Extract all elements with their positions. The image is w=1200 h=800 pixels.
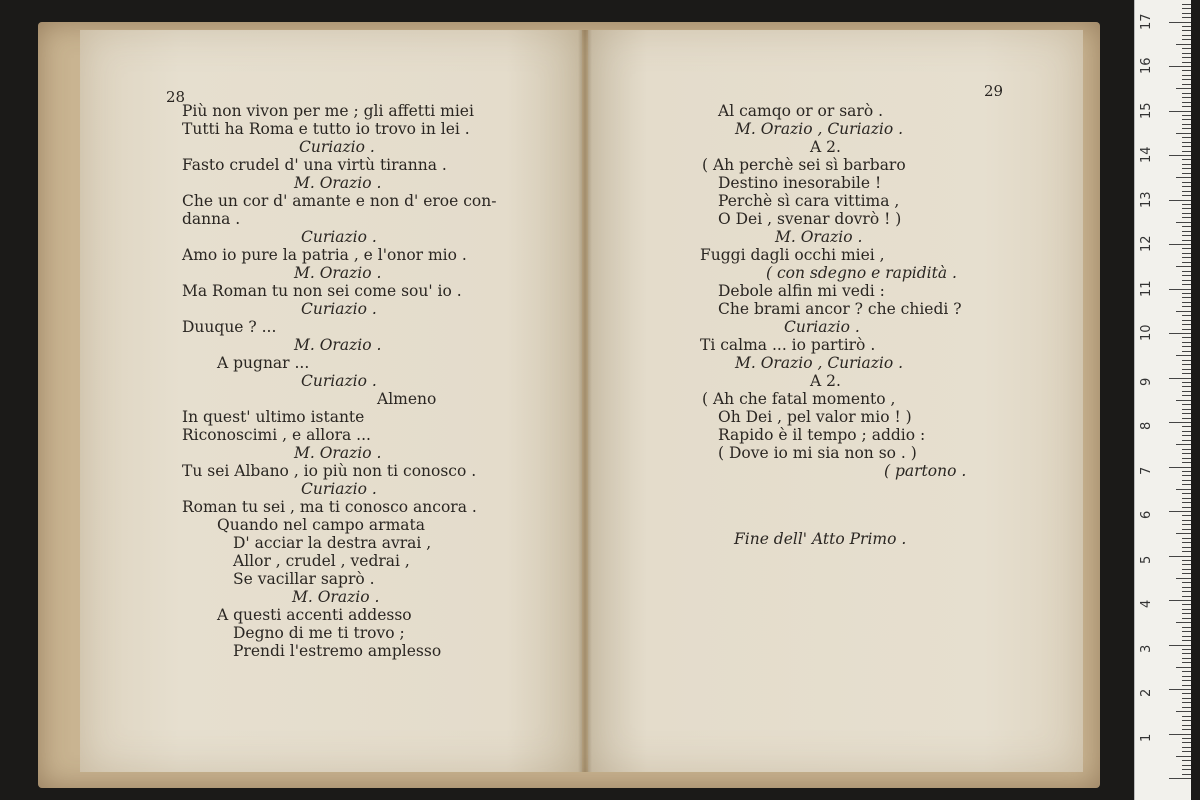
ruler-tick (1182, 315, 1191, 316)
ruler-tick (1182, 106, 1191, 107)
book-gutter (578, 30, 592, 772)
ruler-number: 13 (1139, 190, 1154, 208)
ruler-tick (1182, 720, 1191, 721)
ruler-tick (1169, 22, 1191, 23)
ruler-tick (1182, 53, 1191, 54)
ruler-tick (1182, 342, 1191, 343)
ruler-tick (1182, 484, 1191, 485)
right_page-text-line: Ti calma ... io partirò . (700, 336, 876, 354)
right_page-text-line: O Dei , svenar dovrò ! ) (718, 210, 902, 228)
left_page-text-line: Ma Roman tu non sei come sou' io . (182, 282, 462, 300)
ruler-tick (1182, 186, 1191, 187)
right_page-text-line: Debole alfin mi vedi : (718, 282, 885, 300)
right_page-text-line: A 2. (810, 372, 841, 390)
ruler-tick (1182, 248, 1191, 249)
ruler-tick (1182, 560, 1191, 561)
ruler-tick (1182, 409, 1191, 410)
ruler-tick (1182, 702, 1191, 703)
left_page-text-line: A questi accenti addesso (217, 606, 412, 624)
ruler-tick (1182, 337, 1191, 338)
ruler-number: 8 (1139, 421, 1154, 430)
ruler-number: 10 (1139, 324, 1154, 341)
ruler-tick (1182, 627, 1191, 628)
right_page-text-line: ( con sdegno e rapidità . (766, 264, 957, 282)
ruler-tick (1176, 667, 1191, 668)
ruler-number: 9 (1139, 377, 1154, 386)
ruler-tick (1182, 306, 1191, 307)
left_page-text-line: A pugnar ... (217, 354, 310, 372)
ruler-number: 3 (1139, 644, 1154, 653)
ruler-tick (1169, 467, 1191, 468)
ruler-tick (1182, 182, 1191, 183)
ruler-tick (1182, 604, 1191, 605)
ruler-tick (1176, 489, 1191, 490)
ruler-tick (1169, 66, 1191, 67)
ruler-tick (1182, 613, 1191, 614)
ruler-tick (1169, 556, 1191, 557)
ruler-tick (1176, 622, 1191, 623)
ruler-tick (1182, 431, 1191, 432)
ruler-tick (1182, 547, 1191, 548)
ruler-tick (1182, 70, 1191, 71)
ruler-tick (1182, 676, 1191, 677)
ruler-tick (1182, 124, 1191, 125)
right_page-text-line: ( Dove io mi sia non so . ) (718, 444, 917, 462)
ruler-tick (1182, 346, 1191, 347)
ruler-number: 16 (1139, 57, 1154, 74)
ruler-tick (1182, 253, 1191, 254)
right_page-text-line: Fine dell' Atto Primo . (734, 530, 907, 548)
ruler-tick (1169, 645, 1191, 646)
ruler-tick (1182, 680, 1191, 681)
ruler-tick (1176, 533, 1191, 534)
ruler-tick (1182, 751, 1191, 752)
ruler-tick (1182, 231, 1191, 232)
ruler-tick (1182, 137, 1191, 138)
ruler-tick (1182, 168, 1191, 169)
ruler-number: 15 (1139, 101, 1154, 119)
left_page-text-line: Curiazio . (301, 372, 377, 390)
right_page-text-line: Curiazio . (784, 318, 860, 336)
ruler-tick (1182, 698, 1191, 699)
ruler-tick (1176, 266, 1191, 267)
ruler-tick (1169, 600, 1191, 601)
ruler-tick (1182, 662, 1191, 663)
ruler-tick (1182, 360, 1191, 361)
left_page-text-line: Riconoscimi , e allora ... (182, 426, 371, 444)
ruler-tick (1169, 778, 1191, 779)
ruler-tick (1182, 774, 1191, 775)
left_page-text-line: Quando nel campo armata (217, 516, 425, 534)
left_page-text-line: M. Orazio . (294, 336, 382, 354)
ruler-tick (1176, 756, 1191, 757)
left_page-text-line: Curiazio . (301, 228, 377, 246)
measuring-ruler (1134, 0, 1191, 800)
left_page-text-line: Fasto crudel d' una virtù tiranna . (182, 156, 447, 174)
ruler-tick (1182, 564, 1191, 565)
ruler-tick (1182, 395, 1191, 396)
left_page-text-line: Se vacillar saprò . (233, 570, 375, 588)
right_page-text-line: ( partono . (884, 462, 967, 480)
ruler-tick (1182, 208, 1191, 209)
left_page-text-line: Che un cor d' amante e non d' eroe con- (182, 192, 497, 210)
right_page-text-line: Destino inesorabile ! (718, 174, 882, 192)
ruler-tick (1182, 84, 1191, 85)
ruler-tick (1182, 159, 1191, 160)
ruler-tick (1182, 226, 1191, 227)
right_page-text-line: M. Orazio . (775, 228, 863, 246)
ruler-tick (1176, 311, 1191, 312)
ruler-tick (1169, 244, 1191, 245)
ruler-tick (1176, 44, 1191, 45)
ruler-number: 2 (1139, 688, 1154, 697)
ruler-number: 17 (1139, 12, 1154, 30)
ruler-tick (1182, 329, 1191, 330)
right-page-number: 29 (984, 82, 1004, 100)
ruler-tick (1182, 520, 1191, 521)
ruler-tick (1176, 578, 1191, 579)
ruler-number: 12 (1139, 235, 1154, 252)
ruler-tick (1182, 462, 1191, 463)
left_page-text-line: Duuque ? ... (182, 318, 277, 336)
ruler-tick (1182, 596, 1191, 597)
left_page-text-line: M. Orazio . (294, 264, 382, 282)
ruler-tick (1182, 173, 1191, 174)
ruler-tick (1182, 57, 1191, 58)
left_page-text-line: Più non vivon per me ; gli affetti miei (182, 102, 474, 120)
ruler-tick (1176, 177, 1191, 178)
ruler-tick (1169, 511, 1191, 512)
ruler-tick (1182, 13, 1191, 14)
ruler-tick (1182, 440, 1191, 441)
ruler-tick (1176, 88, 1191, 89)
ruler-tick (1182, 369, 1191, 370)
ruler-tick (1182, 765, 1191, 766)
left_page-text-line: Allor , crudel , vedrai , (233, 552, 410, 570)
ruler-tick (1182, 729, 1191, 730)
ruler-tick (1182, 382, 1191, 383)
ruler-tick (1169, 155, 1191, 156)
ruler-tick (1182, 164, 1191, 165)
ruler-tick (1182, 742, 1191, 743)
ruler-tick (1169, 333, 1191, 334)
ruler-tick (1182, 26, 1191, 27)
ruler-tick (1182, 35, 1191, 36)
ruler-tick (1182, 257, 1191, 258)
ruler-tick (1182, 591, 1191, 592)
left_page-text-line: Roman tu sei , ma ti conosco ancora . (182, 498, 477, 516)
left_page-text-line: Degno di me ti trovo ; (233, 624, 405, 642)
ruler-tick (1182, 284, 1191, 285)
left_page-text-line: Curiazio . (299, 138, 375, 156)
ruler-tick (1182, 128, 1191, 129)
ruler-tick (1182, 573, 1191, 574)
ruler-tick (1182, 738, 1191, 739)
left_page-text-line: Tutti ha Roma e tutto io trovo in lei . (182, 120, 470, 138)
ruler-tick (1182, 480, 1191, 481)
right_page-text-line: Perchè sì cara vittima , (718, 192, 900, 210)
ruler-tick (1182, 235, 1191, 236)
ruler-tick (1182, 48, 1191, 49)
ruler-tick (1182, 716, 1191, 717)
ruler-tick (1182, 240, 1191, 241)
ruler-tick (1182, 685, 1191, 686)
ruler-tick (1182, 280, 1191, 281)
ruler-tick (1182, 302, 1191, 303)
ruler-number: 11 (1139, 279, 1154, 297)
left_page-text-line: M. Orazio . (292, 588, 380, 606)
ruler-tick (1182, 102, 1191, 103)
ruler-tick (1182, 418, 1191, 419)
ruler-tick (1169, 111, 1191, 112)
right_page-text-line: A 2. (810, 138, 841, 156)
ruler-tick (1182, 671, 1191, 672)
right_page-text-line: ( Ah perchè sei sì barbaro (702, 156, 906, 174)
ruler-tick (1182, 426, 1191, 427)
ruler-number: 14 (1139, 146, 1154, 163)
ruler-tick (1182, 79, 1191, 80)
ruler-tick (1182, 609, 1191, 610)
ruler-tick (1182, 640, 1191, 641)
left-page-number: 28 (166, 88, 186, 106)
left_page-text-line: In quest' ultimo istante (182, 408, 365, 426)
ruler-tick (1169, 689, 1191, 690)
ruler-number: 1 (1139, 733, 1154, 742)
ruler-tick (1182, 8, 1191, 9)
right_page-text-line: M. Orazio , Curiazio . (735, 354, 904, 372)
right_page-text-line: Oh Dei , pel valor mio ! ) (718, 408, 912, 426)
left_page-text-line: Amo io pure la patria , e l'onor mio . (182, 246, 467, 264)
ruler-tick (1182, 324, 1191, 325)
left_page-text-line: Tu sei Albano , io più non ti conosco . (182, 462, 477, 480)
ruler-tick (1182, 582, 1191, 583)
ruler-tick (1182, 17, 1191, 18)
ruler-tick (1182, 658, 1191, 659)
ruler-tick (1169, 200, 1191, 201)
ruler-tick (1182, 551, 1191, 552)
ruler-tick (1182, 4, 1191, 5)
ruler-tick (1182, 39, 1191, 40)
left_page-text-line: M. Orazio . (294, 174, 382, 192)
ruler-tick (1176, 222, 1191, 223)
ruler-tick (1182, 151, 1191, 152)
ruler-number: 4 (1139, 599, 1154, 608)
ruler-tick (1182, 195, 1191, 196)
ruler-tick (1182, 760, 1191, 761)
ruler-tick (1169, 734, 1191, 735)
ruler-tick (1182, 653, 1191, 654)
ruler-number: 7 (1139, 466, 1154, 475)
left_page-text-line: Curiazio . (301, 300, 377, 318)
left_page-text-line: M. Orazio . (294, 444, 382, 462)
ruler-tick (1182, 524, 1191, 525)
ruler-tick (1182, 75, 1191, 76)
ruler-tick (1169, 422, 1191, 423)
ruler-tick (1182, 413, 1191, 414)
ruler-tick (1169, 378, 1191, 379)
ruler-tick (1182, 502, 1191, 503)
ruler-tick (1182, 538, 1191, 539)
left_page-text-line: Curiazio . (301, 480, 377, 498)
ruler-tick (1182, 30, 1191, 31)
ruler-tick (1182, 93, 1191, 94)
ruler-tick (1182, 213, 1191, 214)
right_page-text-line: Fuggi dagli occhi miei , (700, 246, 885, 264)
right_page-text-line: ( Ah che fatal momento , (702, 390, 896, 408)
ruler-tick (1176, 133, 1191, 134)
ruler-tick (1182, 364, 1191, 365)
ruler-tick (1182, 693, 1191, 694)
left_page-text-line: D' acciar la destra avrai , (233, 534, 432, 552)
ruler-tick (1182, 515, 1191, 516)
right_page-text-line: M. Orazio , Curiazio . (735, 120, 904, 138)
ruler-tick (1176, 711, 1191, 712)
right_page-text-line: Al camqo or or sarò . (718, 102, 884, 120)
ruler-tick (1182, 386, 1191, 387)
ruler-tick (1182, 587, 1191, 588)
ruler-tick (1182, 769, 1191, 770)
ruler-number: 5 (1139, 555, 1154, 564)
ruler-tick (1182, 498, 1191, 499)
ruler-tick (1176, 400, 1191, 401)
ruler-tick (1182, 146, 1191, 147)
ruler-tick (1182, 631, 1191, 632)
ruler-tick (1182, 618, 1191, 619)
ruler-tick (1182, 142, 1191, 143)
ruler-tick (1182, 275, 1191, 276)
ruler-number: 6 (1139, 510, 1154, 519)
ruler-tick (1182, 191, 1191, 192)
ruler-tick (1182, 747, 1191, 748)
ruler-tick (1182, 453, 1191, 454)
left_page-text-line: danna . (182, 210, 241, 228)
ruler-tick (1182, 542, 1191, 543)
ruler-tick (1176, 355, 1191, 356)
ruler-tick (1182, 569, 1191, 570)
ruler-tick (1182, 297, 1191, 298)
ruler-tick (1182, 707, 1191, 708)
ruler-tick (1176, 444, 1191, 445)
ruler-tick (1182, 529, 1191, 530)
ruler-tick (1182, 391, 1191, 392)
ruler-tick (1182, 649, 1191, 650)
ruler-tick (1182, 320, 1191, 321)
ruler-tick (1169, 289, 1191, 290)
ruler-tick (1182, 97, 1191, 98)
ruler-tick (1182, 507, 1191, 508)
ruler-tick (1182, 119, 1191, 120)
left-page (80, 30, 582, 772)
ruler-tick (1182, 493, 1191, 494)
ruler-tick (1182, 217, 1191, 218)
right_page-text-line: Rapido è il tempo ; addio : (718, 426, 926, 444)
ruler-tick (1182, 458, 1191, 459)
ruler-tick (1182, 449, 1191, 450)
ruler-tick (1182, 636, 1191, 637)
left_page-text-line: Prendi l'estremo amplesso (233, 642, 442, 660)
ruler-tick (1182, 351, 1191, 352)
ruler-tick (1182, 115, 1191, 116)
ruler-tick (1182, 262, 1191, 263)
ruler-tick (1182, 271, 1191, 272)
ruler-tick (1182, 373, 1191, 374)
ruler-tick (1182, 471, 1191, 472)
right_page-text-line: Che brami ancor ? che chiedi ? (718, 300, 962, 318)
ruler-tick (1182, 404, 1191, 405)
ruler-tick (1182, 204, 1191, 205)
ruler-tick (1182, 62, 1191, 63)
right-page (588, 30, 1083, 772)
ruler-tick (1182, 293, 1191, 294)
ruler-tick (1182, 725, 1191, 726)
ruler-tick (1182, 475, 1191, 476)
left_page-text-line: Almeno (377, 390, 437, 408)
ruler-tick (1182, 435, 1191, 436)
